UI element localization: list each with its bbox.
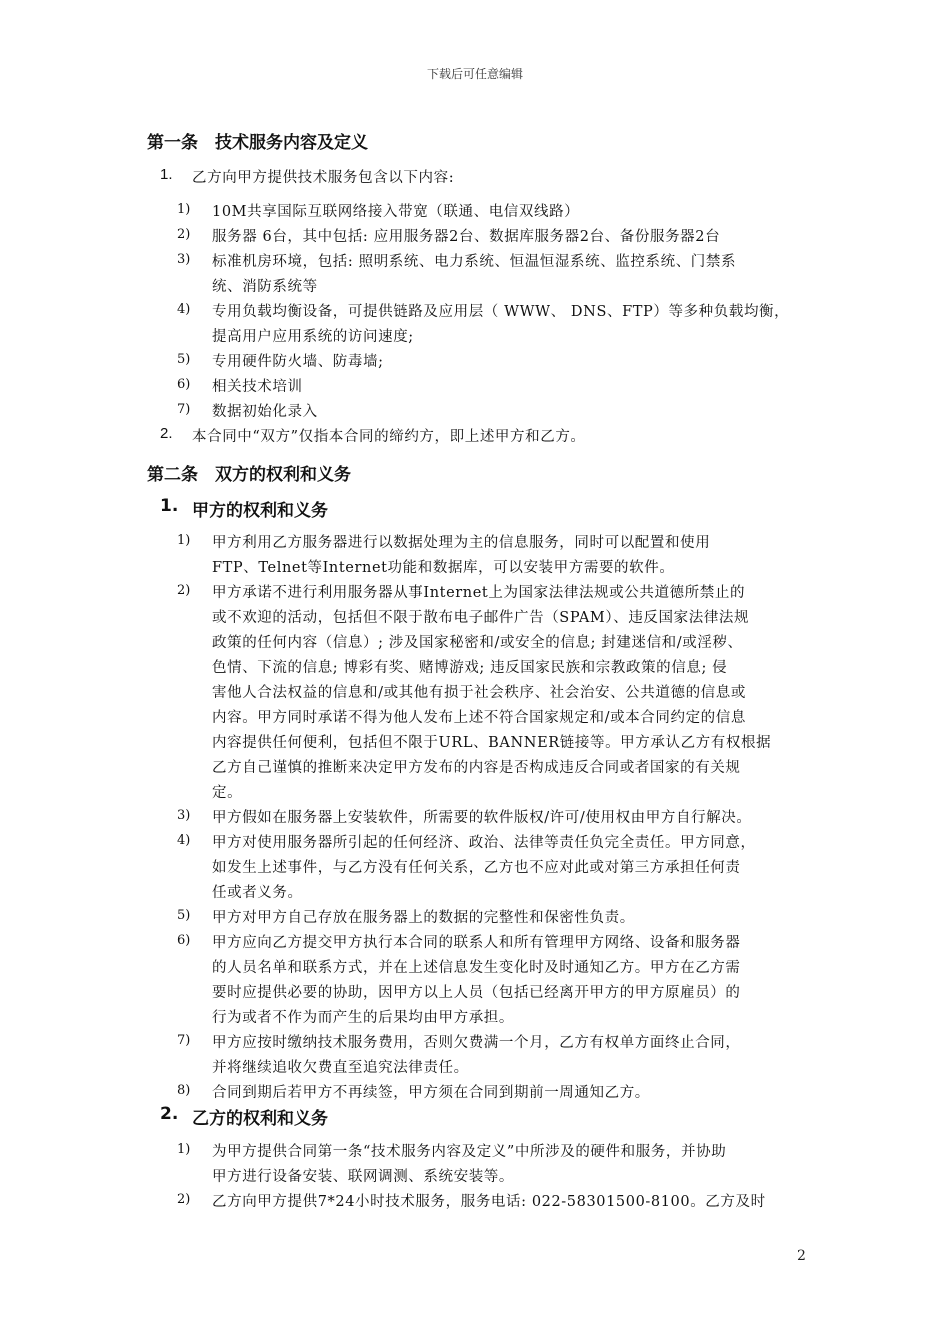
list-item-text: 的人员名单和联系方式，并在上述信息发生变化时及时通知乙方。甲方在乙方需: [212, 960, 741, 976]
list-item-text: 专用负载均衡设备，可提供链路及应用层（ WWW、 DNS、FTP）等多种负载均衡，: [212, 304, 790, 320]
list-item-text: 甲方假如在服务器上安装软件，所需要的软件版权/许可/使用权由甲方自行解决。: [212, 810, 752, 826]
list-item-text: 专用硬件防火墙、防毒墙;: [212, 354, 384, 370]
list-item-number: 7): [177, 1033, 191, 1048]
list-item-text: 数据初始化录入: [212, 404, 318, 420]
list-item-text: 乙方自己谨慎的推断来决定甲方发布的内容是否构成违反合同或者国家的有关规: [212, 760, 741, 776]
list-item-text: 内容。甲方同时承诺不得为他人发布上述不符合国家规定和/或本合同约定的信息: [212, 710, 746, 726]
page-header: 下载后可任意编辑: [426, 67, 523, 81]
list-item-text: 如发生上述事件，与乙方没有任何关系，乙方也不应对此或对第三方承担任何责: [212, 860, 741, 876]
list-item-text: 服务器 6台，其中包括: 应用服务器2台、数据库服务器2台、备份服务器2台: [212, 229, 721, 245]
list-item-text: 甲方应向乙方提交甲方执行本合同的联系人和所有管理甲方网络、设备和服务器: [212, 935, 741, 951]
article-1-item-2-number: 2.: [160, 425, 173, 442]
section-2-title: 乙方的权利和义务: [192, 1109, 328, 1129]
article-2-title: 第二条 双方的权利和义务: [147, 465, 351, 485]
list-item-text: 乙方向甲方提供7*24小时技术服务，服务电话: 022-58301500-8100。乙方及时: [212, 1194, 766, 1210]
list-item-text: 政策的任何内容（信息）; 涉及国家秘密和/或安全的信息; 封建迷信和/或淫秽、: [212, 635, 743, 651]
list-item-text: 统、消防系统等: [212, 279, 318, 295]
list-item-number: 3): [177, 808, 191, 823]
section-1-title: 甲方的权利和义务: [192, 501, 328, 521]
list-item-number: 5): [177, 908, 191, 923]
list-item-number: 7): [177, 402, 191, 417]
list-item-number: 1): [177, 202, 191, 217]
list-item-text: 或不欢迎的活动，包括但不限于散布电子邮件广告（SPAM）、违反国家法律法规: [212, 610, 750, 626]
list-item-text: 甲方进行设备安装、联网调测、系统安装等。: [212, 1169, 514, 1185]
section-2-number: 2.: [160, 1104, 179, 1124]
article-1-item-1-number: 1.: [160, 166, 173, 183]
list-item-text: 提高用户应用系统的访问速度;: [212, 329, 414, 345]
list-item-text: 标准机房环境，包括: 照明系统、电力系统、恒温恒湿系统、监控系统、门禁系: [212, 254, 737, 270]
list-item-text: 甲方应按时缴纳技术服务费用，否则欠费满一个月，乙方有权单方面终止合同，: [212, 1035, 741, 1051]
list-item-number: 2): [177, 1192, 191, 1207]
list-item-text: FTP、Telnet等Internet功能和数据库，可以安装甲方需要的软件。: [212, 560, 675, 576]
article-1-item-1-text: 乙方向甲方提供技术服务包含以下内容:: [192, 170, 455, 186]
list-item-text: 行为或者不作为而产生的后果均由甲方承担。: [212, 1010, 514, 1026]
list-item-number: 3): [177, 252, 191, 267]
list-item-number: 6): [177, 377, 191, 392]
list-item-number: 2): [177, 227, 191, 242]
list-item-text: 10M共享国际互联网络接入带宽（联通、电信双线路）: [212, 204, 580, 220]
list-item-text: 色情、下流的信息; 博彩有奖、赌博游戏; 违反国家民族和宗教政策的信息; 侵: [212, 660, 728, 676]
list-item-text: 任或者义务。: [212, 885, 303, 901]
list-item-number: 1): [177, 1142, 191, 1157]
list-item-number: 8): [177, 1083, 191, 1098]
list-item-number: 4): [177, 302, 191, 317]
list-item-text: 为甲方提供合同第一条“技术服务内容及定义”中所涉及的硬件和服务，并协助: [212, 1144, 727, 1160]
article-1-item-2-text: 本合同中“双方”仅指本合同的缔约方，即上述甲方和乙方。: [192, 429, 586, 445]
list-item-text: 甲方对甲方自己存放在服务器上的数据的完整性和保密性负责。: [212, 910, 635, 926]
page-number: 2: [797, 1248, 806, 1264]
list-item-text: 定。: [212, 785, 243, 801]
article-1-title: 第一条 技术服务内容及定义: [147, 133, 368, 153]
section-1-number: 1.: [160, 496, 179, 516]
list-item-number: 1): [177, 533, 191, 548]
list-item-text: 害他人合法权益的信息和/或其他有损于社会秩序、社会治安、公共道德的信息或: [212, 685, 746, 701]
list-item-text: 相关技术培训: [212, 379, 303, 395]
list-item-text: 要时应提供必要的协助，因甲方以上人员（包括已经离开甲方的甲方原雇员）的: [212, 985, 741, 1001]
list-item-number: 4): [177, 833, 191, 848]
list-item-number: 2): [177, 583, 191, 598]
list-item-text: 并将继续追收欠费直至追究法律责任。: [212, 1060, 469, 1076]
list-item-text: 合同到期后若甲方不再续签，甲方须在合同到期前一周通知乙方。: [212, 1085, 650, 1101]
list-item-number: 5): [177, 352, 191, 367]
list-item-number: 6): [177, 933, 191, 948]
list-item-text: 甲方利用乙方服务器进行以数据处理为主的信息服务，同时可以配置和使用: [212, 535, 711, 551]
list-item-text: 甲方对使用服务器所引起的任何经济、政治、法律等责任负完全责任。甲方同意，: [212, 835, 756, 851]
list-item-text: 内容提供任何便利，包括但不限于URL、BANNER链接等。甲方承认乙方有权根据: [212, 735, 772, 751]
list-item-text: 甲方承诺不进行利用服务器从事Internet上为国家法律法规或公共道德所禁止的: [212, 585, 746, 601]
